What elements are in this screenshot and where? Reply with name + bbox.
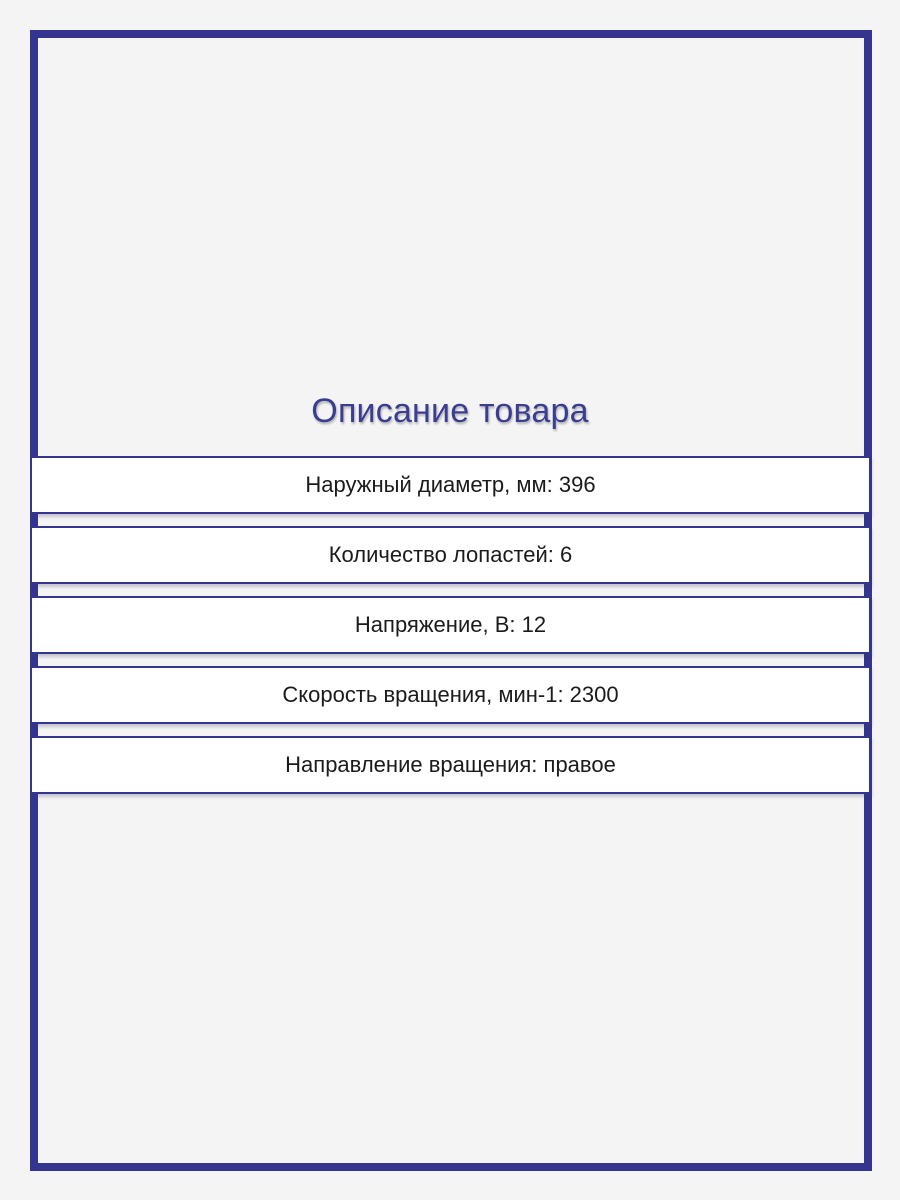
spec-label: Напряжение, В: 12 [354, 612, 547, 637]
spec-row-rotation-speed [31, 666, 870, 724]
spec-row-outer-diameter [31, 456, 870, 514]
spec-row-blade-count [31, 526, 870, 584]
spec-row-rotation-direction [31, 736, 870, 794]
spec-row-voltage [31, 596, 870, 654]
spec-label: Направление вращения: правое [285, 752, 616, 777]
spec-label: Наружный диаметр, мм: 396 [305, 472, 596, 497]
spec-label: Скорость вращения, мин-1: 2300 [282, 682, 619, 707]
page-title: Описание товара [311, 392, 589, 430]
spec-label: Количество лопастей: 6 [328, 542, 573, 567]
